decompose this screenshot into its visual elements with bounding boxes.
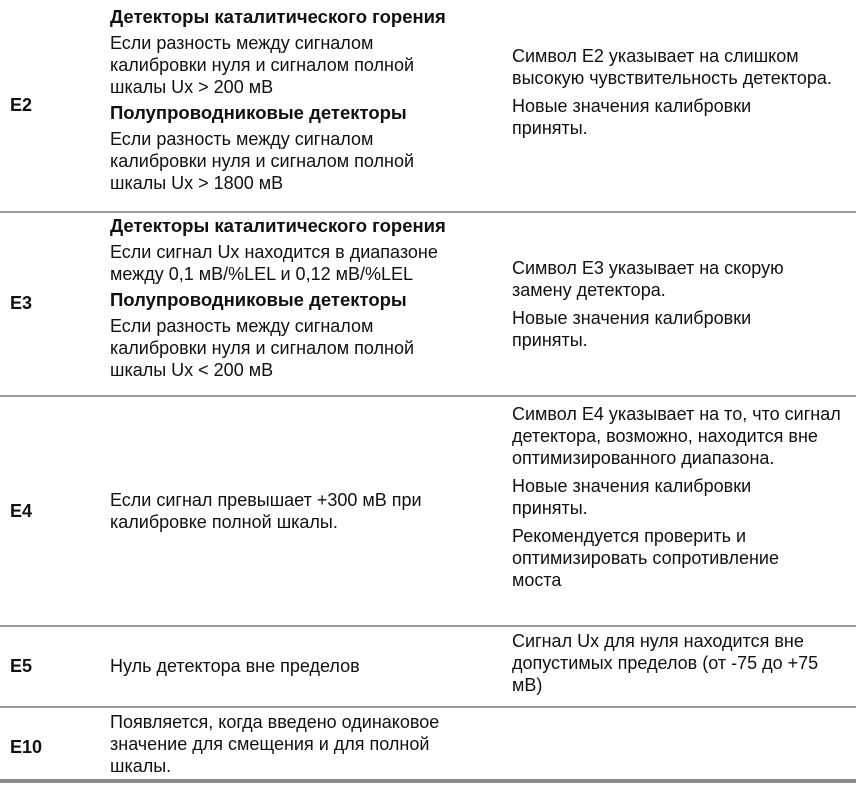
condition-cell <box>110 215 490 381</box>
condition-cell <box>110 655 490 677</box>
condition-cell <box>110 489 490 533</box>
section-heading: Полупроводниковые детекторы <box>110 289 407 310</box>
condition-text: Если сигнал превышает +300 мВ при калибровке полной шкалы. <box>110 490 422 532</box>
error-code: E5 <box>10 656 33 676</box>
condition-text: Появляется, когда введено одинаковое значение для смещения и для полной шкалы. <box>110 712 440 776</box>
meaning-cell <box>512 257 847 351</box>
meaning-text: Символ E2 указывает на слишком высокую чувствительность детектора. <box>512 46 832 88</box>
meaning-cell <box>512 630 847 696</box>
error-code: E3 <box>10 293 33 313</box>
condition-text: Если разность между сигналом калибровки нуля и сигналом полной шкалы Ux > 1800 мВ <box>110 129 415 193</box>
meaning-text: Символ E3 указывает на скорую замену детектора. <box>512 258 784 300</box>
condition-cell <box>110 6 490 194</box>
meaning-text: Новые значения калибровки приняты. <box>512 308 752 350</box>
condition-text: Нуль детектора вне пределов <box>110 656 360 676</box>
meaning-cell <box>512 403 847 591</box>
meaning-text: Символ E4 указывает на то, что сигнал детектора, возможно, находится вне оптимизированного диапазона. <box>512 404 841 468</box>
error-code: E4 <box>10 501 33 521</box>
meaning-text: Сигнал Ux для нуля находится вне допустимых пределов (от -75 до +75 мВ) <box>512 631 819 695</box>
condition-text: Если разность между сигналом калибровки нуля и сигналом полной шкалы Ux < 200 мВ <box>110 316 415 380</box>
table-row-e4 <box>0 397 856 625</box>
section-heading: Детекторы каталитического горения <box>110 6 446 27</box>
table-row-e2 <box>0 0 856 211</box>
condition-cell <box>110 711 490 777</box>
condition-text: Если разность между сигналом калибровки нуля и сигналом полной шкалы Ux > 200 мВ <box>110 33 415 97</box>
condition-text: Если сигнал Ux находится в диапазоне между 0,1 мВ/%LEL и 0,12 мВ/%LEL <box>110 242 438 284</box>
section-heading: Детекторы каталитического горения <box>110 215 446 236</box>
error-code: E10 <box>10 737 43 757</box>
table-row-e10 <box>0 708 856 779</box>
meaning-text: Рекомендуется проверить и оптимизировать сопротивление моста <box>512 526 779 590</box>
meaning-text: Новые значения калибровки приняты. <box>512 476 752 518</box>
table-bottom-border <box>0 779 856 783</box>
error-code: E2 <box>10 95 33 115</box>
meaning-text: Новые значения калибровки приняты. <box>512 96 752 138</box>
section-heading: Полупроводниковые детекторы <box>110 102 407 123</box>
table-row-e3 <box>0 213 856 395</box>
meaning-cell <box>512 45 847 139</box>
table-row-e5 <box>0 627 856 706</box>
